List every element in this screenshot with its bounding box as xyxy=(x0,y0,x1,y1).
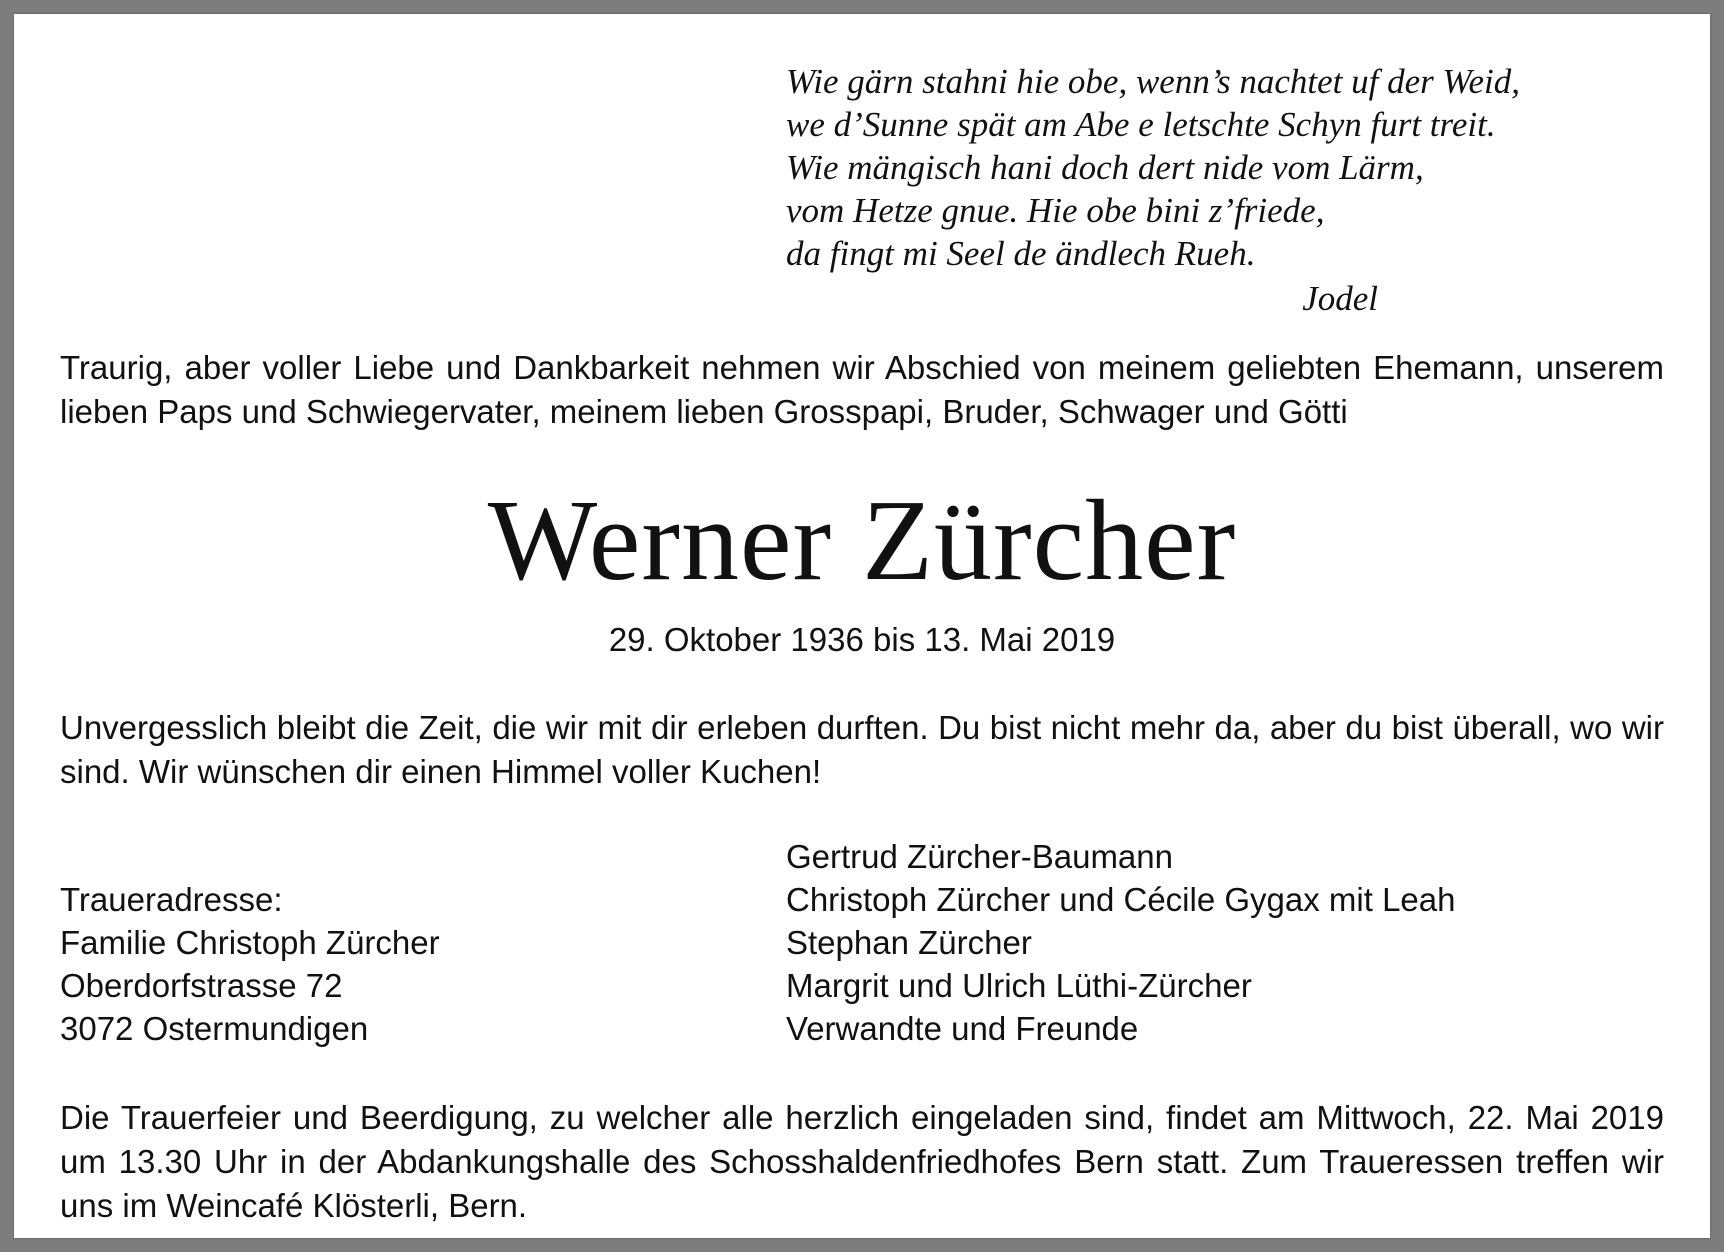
poem-line: vom Hetze gnue. Hie obe bini z’friede, xyxy=(786,191,1325,230)
poem-line: Wie mängisch hani doch dert nide vom Lärm, xyxy=(786,148,1424,187)
remembrance-text: Unvergesslich bleibt die Zeit, die wir mit dir erleben durften. Du bist nicht mehr da, aber du bist überall, wo wir sind. Wir wünschen dir einen Himmel voller Kuchen! xyxy=(60,709,1664,790)
poem-block xyxy=(786,60,1526,320)
poem-line: Wie gärn stahni hie obe, wenn’s nachtet uf der Weid, xyxy=(786,62,1520,101)
poem-line: da fingt mi Seel de ändlech Rueh. xyxy=(786,234,1256,273)
life-dates: 29. Oktober 1936 bis 13. Mai 2019 xyxy=(608,621,1116,658)
mourner-item: Verwandte und Freunde xyxy=(786,1010,1139,1047)
address-line: 3072 Ostermundigen xyxy=(60,1010,369,1047)
poem-author: Jodel xyxy=(1302,279,1378,318)
mourner-item: Stephan Zürcher xyxy=(786,924,1032,961)
mourners-list xyxy=(786,835,1666,1050)
intro-text: Traurig, aber voller Liebe und Dankbarkeit nehmen wir Abschied von meinem geliebten Ehemann, unserem lieben Paps und Schwiegervater, meinem lieben Grosspapi, Bruder, Schwager und Götti xyxy=(60,349,1664,430)
mourner-item: Gertrud Zürcher-Baumann xyxy=(786,838,1173,875)
address-line: Familie Christoph Zürcher xyxy=(60,924,440,961)
mourner-item: Christoph Zürcher und Cécile Gygax mit Leah xyxy=(786,881,1456,918)
poem-line: we d’Sunne spät am Abe e letschte Schyn furt treit. xyxy=(786,105,1496,144)
mourning-address xyxy=(60,878,700,1050)
address-line: Oberdorfstrasse 72 xyxy=(60,967,343,1004)
ceremony-text: Die Trauerfeier und Beerdigung, zu welcher alle herzlich eingeladen sind, findet am Mittwoch, 22. Mai 2019 um 13.30 Uhr in der Abdankungshalle des Schosshaldenfriedhofes Bern statt. Zum Traueressen treffen wir uns im Weincafé Klösterli, Bern. xyxy=(60,1099,1664,1224)
obituary-card xyxy=(14,14,1710,1238)
deceased-name: Werner Zürcher xyxy=(487,477,1237,605)
address-label: Traueradresse: xyxy=(60,881,283,918)
mourner-item: Margrit und Ulrich Lüthi-Zürcher xyxy=(786,967,1252,1004)
